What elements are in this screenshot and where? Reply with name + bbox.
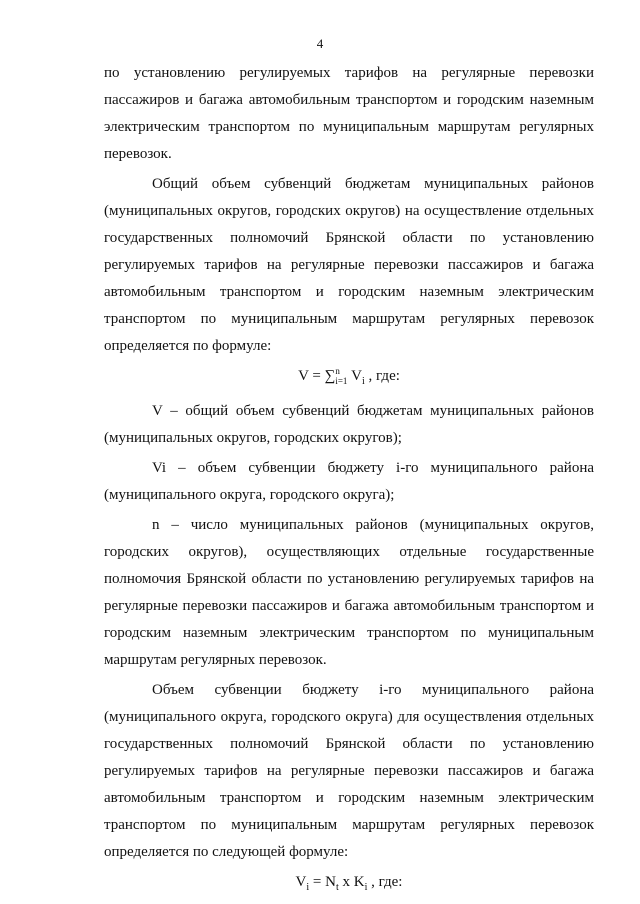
formula-2-eq: =: [309, 874, 326, 890]
formula-1-eq: =: [308, 368, 325, 384]
formula-1-lhs: V: [298, 368, 309, 384]
formula-1-term-sub: i: [362, 376, 365, 387]
paragraph-1: по установлению регулируемых тарифов на регулярные перевозки пассажиров и багажа автомобильным транспортом и городским наземным электрическим транспортом по муниципальным маршрутам регулярных перевозок.: [104, 65, 594, 162]
formula-total-volume: [104, 363, 594, 395]
paragraph-5: n – число муниципальных районов (муниципальных округов, городских округов), осуществляющих отдельные государственные полномочия Брянской области по установлению регулируемых тарифов на регулярные перевозки пассажиров и багажа автомобильным транспортом и городским наземным электрическим транспортом по муниципальным маршрутам регулярных перевозок.: [104, 517, 594, 668]
paragraph-4: Vi – объем субвенции бюджету i-го муниципального района (муниципального округа, городского округа);: [104, 460, 594, 503]
document-body: [104, 60, 594, 904]
formula-2-k-sub: i: [364, 882, 368, 893]
formula-district-volume: [104, 869, 594, 901]
formula-2-n: N: [325, 874, 336, 890]
page-number: 4: [316, 36, 324, 51]
formula-1-tail: , где:: [364, 368, 400, 384]
formula-1-term: V: [351, 368, 362, 384]
formula-2-k: K: [353, 874, 365, 890]
formula-2-lhs-sub: i: [306, 882, 310, 893]
sum-limits: [335, 366, 347, 386]
formula-2-times: x: [338, 874, 354, 890]
sum-symbol: ∑: [324, 368, 336, 384]
sum-lower: i=1: [335, 376, 348, 386]
formula-2-lhs: V: [295, 874, 307, 890]
sum-upper: n: [335, 366, 340, 376]
paragraph-6: Объем субвенции бюджету i-го муниципального района (муниципального округа, городского округа) для осуществления отдельных государственных полномочий Брянской области по установлению регулируемых тарифов на регулярные перевозки пассажиров и багажа автомобильным транспортом и городским наземным электрическим транспортом по муниципальным маршрутам регулярных перевозок определяется по следующей формуле:: [104, 682, 594, 860]
formula-2-n-sub: t: [335, 882, 339, 893]
paragraph-2: Общий объем субвенций бюджетам муниципальных районов (муниципальных округов, городских округов) на осуществление отдельных государственных полномочий Брянской области по установлению регулируемых тарифов на регулярные перевозки пассажиров и багажа автомобильным транспортом и городским наземным электрическим транспортом по муниципальным маршрутам регулярных перевозок определяется по формуле:: [104, 176, 594, 354]
paragraph-3: V – общий объем субвенций бюджетам муниципальных районов (муниципальных округов, городских округов);: [104, 403, 594, 446]
formula-2-tail: , где:: [367, 874, 403, 890]
